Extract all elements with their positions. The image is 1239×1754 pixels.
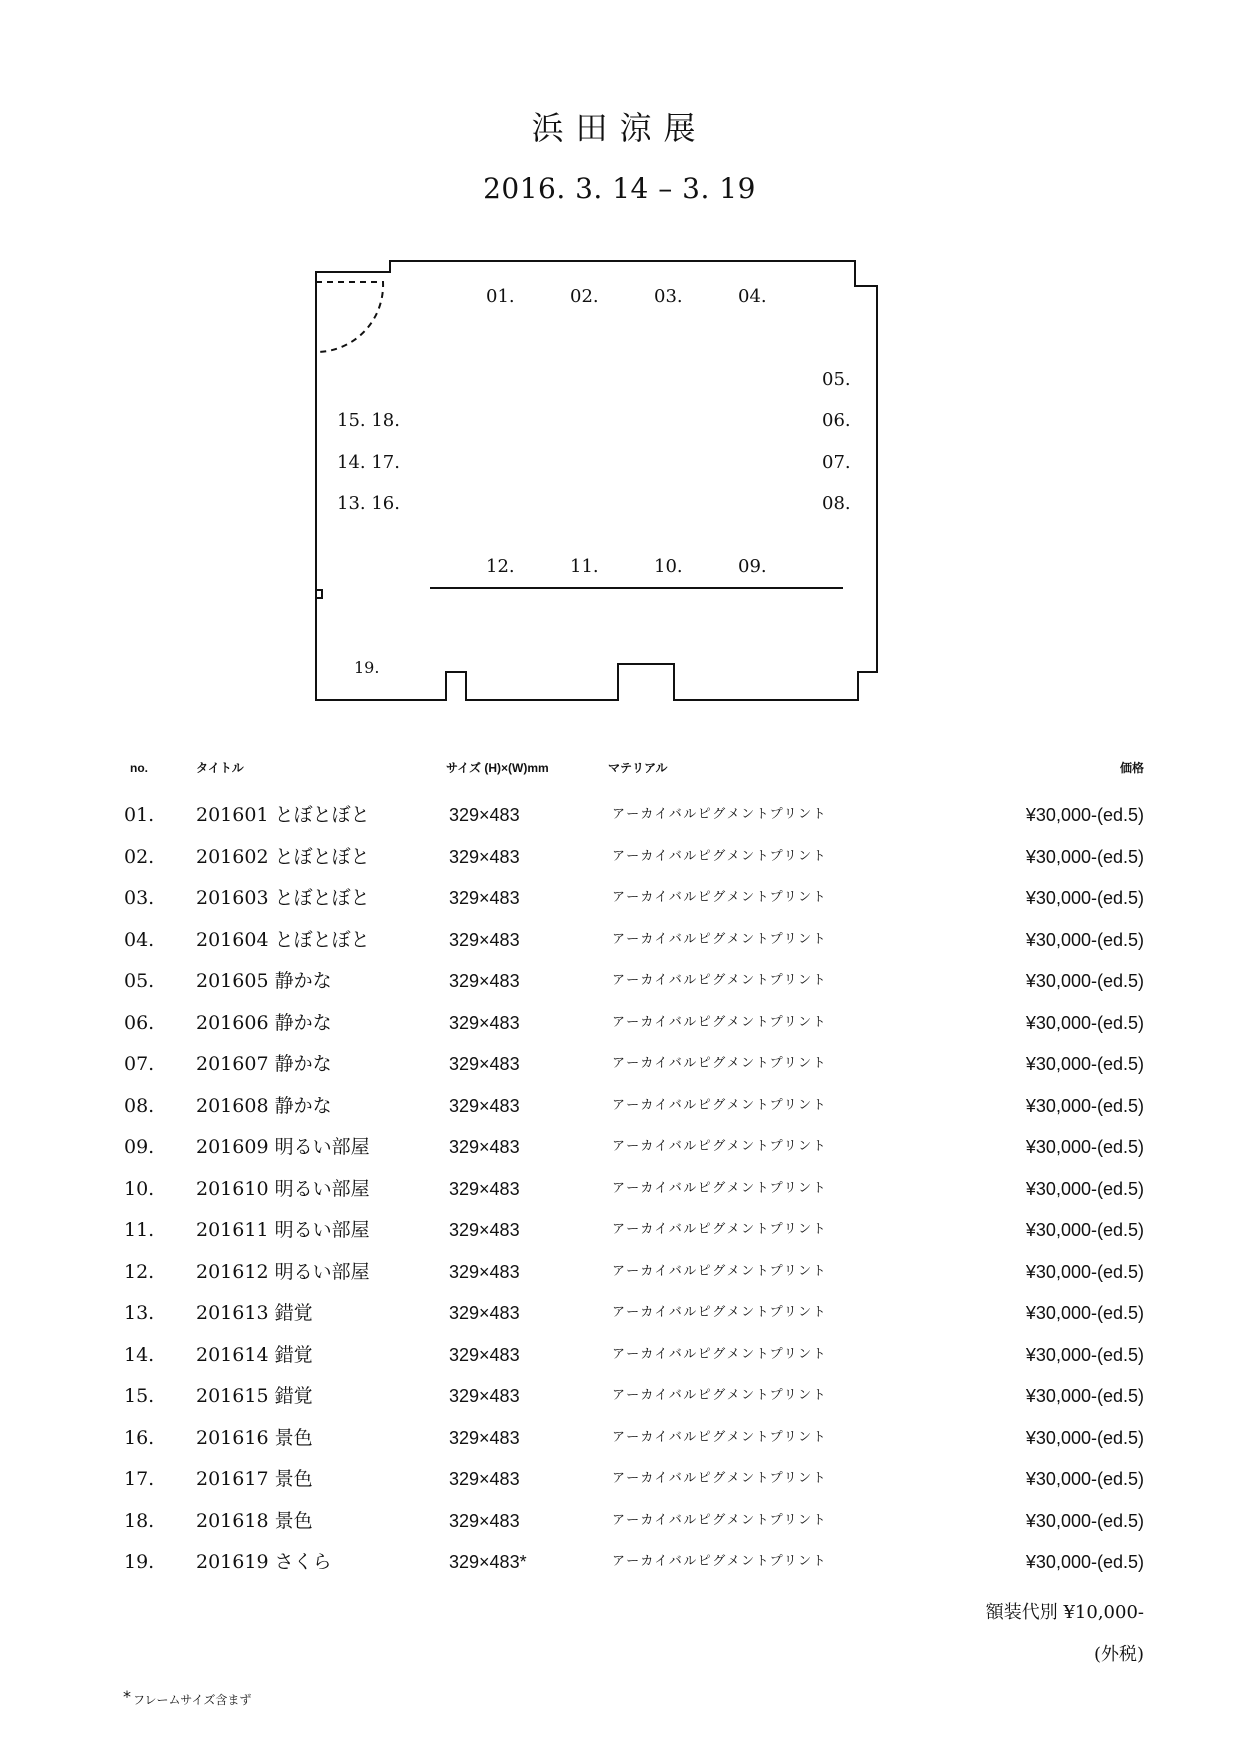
row-size: 329×483 bbox=[449, 1427, 520, 1448]
plan-label-02: 02. bbox=[570, 286, 599, 307]
row-material: アーカイバルピグメントプリント bbox=[612, 931, 828, 947]
table-row bbox=[0, 1008, 1239, 1038]
row-price: ¥30,000-(ed.5) bbox=[1025, 1386, 1144, 1406]
row-title: 201616 景色 bbox=[196, 1426, 313, 1449]
row-no: 09. bbox=[124, 1136, 155, 1158]
header-size: サイズ (H)×(W)mm bbox=[446, 761, 549, 775]
row-material: アーカイバルピグメントプリント bbox=[612, 1222, 828, 1237]
table-row bbox=[0, 1381, 1239, 1411]
table-row bbox=[0, 1547, 1239, 1577]
row-material: アーカイバルピグメントプリント bbox=[612, 1139, 828, 1154]
plan-label-05: 05. bbox=[822, 369, 851, 390]
row-size: 329×483 bbox=[449, 846, 520, 867]
row-no: 11. bbox=[124, 1219, 155, 1241]
row-size: 329×483 bbox=[449, 971, 520, 991]
row-price: ¥30,000-(ed.5) bbox=[1025, 1469, 1144, 1489]
row-price: ¥30,000-(ed.5) bbox=[1025, 1095, 1144, 1116]
table-row bbox=[0, 1464, 1239, 1494]
row-material: アーカイバルピグメントプリント bbox=[612, 1388, 828, 1403]
table-row bbox=[0, 1132, 1239, 1162]
table-row bbox=[0, 800, 1239, 830]
door-swing bbox=[316, 282, 383, 352]
row-title: 201602 とぼとぼと bbox=[196, 845, 370, 868]
row-size: 329×483 bbox=[449, 929, 520, 950]
row-title: 201606 静かな bbox=[196, 1011, 332, 1034]
row-no: 19. bbox=[124, 1551, 155, 1573]
plan-label-13-16: 13. 16. bbox=[337, 493, 400, 514]
row-no: 17. bbox=[124, 1468, 155, 1490]
plan-label-15-18: 15. 18. bbox=[337, 410, 400, 431]
exhibition-dates: 2016. 3. 14 – 3. 19 bbox=[483, 172, 756, 205]
row-title: 201619 さくら bbox=[196, 1551, 332, 1573]
row-title: 201614 錯覚 bbox=[196, 1343, 313, 1366]
row-title: 201608 静かな bbox=[196, 1094, 332, 1117]
table-row bbox=[0, 966, 1239, 996]
row-title: 201604 とぼとぼと bbox=[196, 928, 370, 951]
plan-label-10: 10. bbox=[654, 556, 683, 577]
row-size: 329×483 bbox=[449, 805, 520, 825]
row-no: 07. bbox=[124, 1053, 155, 1075]
row-no: 12. bbox=[124, 1260, 155, 1283]
row-size: 329×483 bbox=[449, 1469, 520, 1489]
row-price: ¥30,000-(ed.5) bbox=[1025, 1178, 1144, 1199]
row-price: ¥30,000-(ed.5) bbox=[1025, 1303, 1144, 1323]
row-no: 10. bbox=[124, 1177, 155, 1200]
row-price: ¥30,000-(ed.5) bbox=[1025, 1012, 1144, 1033]
row-material: アーカイバルピグメントプリント bbox=[612, 973, 828, 988]
row-material: アーカイバルピグメントプリント bbox=[612, 1346, 828, 1362]
plan-label-01: 01. bbox=[486, 286, 515, 307]
row-material: アーカイバルピグメントプリント bbox=[612, 807, 828, 822]
exhibition-title: 浜田涼展 bbox=[531, 109, 708, 147]
row-no: 18. bbox=[124, 1509, 155, 1532]
row-no: 02. bbox=[124, 845, 155, 868]
table-row bbox=[0, 925, 1239, 955]
row-material: アーカイバルピグメントプリント bbox=[612, 1180, 828, 1196]
row-size: 329×483 bbox=[449, 1220, 520, 1240]
header-material: マテリアル bbox=[608, 761, 668, 775]
row-material: アーカイバルピグメントプリント bbox=[612, 848, 828, 864]
row-no: 14. bbox=[124, 1343, 155, 1366]
row-no: 04. bbox=[124, 928, 155, 951]
row-material: アーカイバルピグメントプリント bbox=[612, 1429, 828, 1445]
table-row bbox=[0, 1298, 1239, 1328]
frame-price-note: 額装代別 ¥10,000- bbox=[985, 1602, 1144, 1623]
row-price: ¥30,000-(ed.5) bbox=[1025, 846, 1144, 867]
row-price: ¥30,000-(ed.5) bbox=[1025, 1054, 1144, 1074]
table-row bbox=[0, 1215, 1239, 1245]
plan-label-09: 09. bbox=[738, 556, 767, 577]
row-size: 329×483 bbox=[449, 1178, 520, 1199]
row-no: 15. bbox=[124, 1385, 155, 1407]
row-price: ¥30,000-(ed.5) bbox=[1025, 805, 1144, 825]
row-material: アーカイバルピグメントプリント bbox=[612, 1471, 828, 1486]
row-material: アーカイバルピグメントプリント bbox=[612, 1554, 828, 1569]
floor-plan bbox=[0, 0, 1239, 720]
table-row bbox=[0, 1174, 1239, 1204]
row-title: 201607 静かな bbox=[196, 1053, 332, 1075]
row-material: アーカイバルピグメントプリント bbox=[612, 890, 828, 905]
row-price: ¥30,000-(ed.5) bbox=[1025, 1427, 1144, 1448]
table-row bbox=[0, 1506, 1239, 1536]
plan-label-07: 07. bbox=[822, 452, 851, 473]
table-row bbox=[0, 1423, 1239, 1453]
row-price: ¥30,000-(ed.5) bbox=[1025, 1344, 1144, 1365]
header-price: 価格 bbox=[1119, 761, 1144, 775]
plan-label-03: 03. bbox=[654, 286, 683, 307]
plan-label-12: 12. bbox=[486, 556, 515, 577]
plan-label-14-17: 14. 17. bbox=[337, 452, 400, 473]
row-size: 329×483 bbox=[449, 1386, 520, 1406]
row-no: 16. bbox=[124, 1426, 155, 1449]
row-size: 329×483 bbox=[449, 888, 520, 908]
plan-label-06: 06. bbox=[822, 410, 851, 431]
row-size: 329×483 bbox=[449, 1344, 520, 1365]
row-title: 201603 とぼとぼと bbox=[196, 887, 370, 909]
row-size: 329×483* bbox=[449, 1552, 527, 1572]
row-no: 05. bbox=[124, 970, 155, 992]
row-no: 08. bbox=[124, 1094, 155, 1117]
row-title: 201618 景色 bbox=[196, 1509, 313, 1532]
row-no: 03. bbox=[124, 887, 155, 909]
row-size: 329×483 bbox=[449, 1510, 520, 1531]
row-price: ¥30,000-(ed.5) bbox=[1025, 1510, 1144, 1531]
plan-label-08: 08. bbox=[822, 493, 851, 514]
row-price: ¥30,000-(ed.5) bbox=[1025, 971, 1144, 991]
row-title: 201615 錯覚 bbox=[196, 1385, 313, 1407]
row-price: ¥30,000-(ed.5) bbox=[1025, 1137, 1144, 1157]
row-price: ¥30,000-(ed.5) bbox=[1025, 929, 1144, 950]
row-price: ¥30,000-(ed.5) bbox=[1025, 1261, 1144, 1282]
row-size: 329×483 bbox=[449, 1054, 520, 1074]
row-title: 201611 明るい部屋 bbox=[196, 1219, 370, 1241]
row-title: 201617 景色 bbox=[196, 1468, 313, 1490]
table-row bbox=[0, 1257, 1239, 1287]
table-row bbox=[0, 1340, 1239, 1370]
footnote-text: フレームサイズ含まず bbox=[133, 1693, 252, 1707]
row-price: ¥30,000-(ed.5) bbox=[1025, 1552, 1144, 1572]
row-size: 329×483 bbox=[449, 1261, 520, 1282]
row-material: アーカイバルピグメントプリント bbox=[612, 1014, 828, 1030]
gallery-wall-outline bbox=[316, 261, 877, 700]
row-material: アーカイバルピグメントプリント bbox=[612, 1305, 828, 1320]
tax-note: (外税) bbox=[1093, 1644, 1144, 1665]
footnote bbox=[123, 1688, 251, 1709]
row-material: アーカイバルピグメントプリント bbox=[612, 1097, 828, 1113]
table-row bbox=[0, 883, 1239, 913]
row-no: 06. bbox=[124, 1011, 155, 1034]
row-material: アーカイバルピグメントプリント bbox=[612, 1056, 828, 1071]
row-title: 201605 静かな bbox=[196, 970, 332, 992]
row-no: 01. bbox=[124, 804, 155, 826]
row-size: 329×483 bbox=[449, 1303, 520, 1323]
row-price: ¥30,000-(ed.5) bbox=[1025, 1220, 1144, 1240]
row-title: 201613 錯覚 bbox=[196, 1302, 313, 1324]
row-title: 201601 とぼとぼと bbox=[196, 804, 370, 826]
row-price: ¥30,000-(ed.5) bbox=[1025, 888, 1144, 908]
row-title: 201609 明るい部屋 bbox=[196, 1136, 370, 1158]
row-size: 329×483 bbox=[449, 1012, 520, 1033]
row-size: 329×483 bbox=[449, 1095, 520, 1116]
row-title: 201612 明るい部屋 bbox=[196, 1260, 370, 1283]
table-row bbox=[0, 1049, 1239, 1079]
table-row bbox=[0, 1091, 1239, 1121]
row-material: アーカイバルピグメントプリント bbox=[612, 1263, 828, 1279]
table-row bbox=[0, 842, 1239, 872]
row-material: アーカイバルピグメントプリント bbox=[612, 1512, 828, 1528]
row-title: 201610 明るい部屋 bbox=[196, 1177, 370, 1200]
row-size: 329×483 bbox=[449, 1137, 520, 1157]
plan-label-19: 19. bbox=[354, 658, 380, 677]
row-no: 13. bbox=[124, 1302, 155, 1324]
plan-label-04: 04. bbox=[738, 286, 767, 307]
header-no: no. bbox=[130, 761, 148, 775]
plan-label-11: 11. bbox=[570, 556, 599, 577]
footnote-mark: * bbox=[123, 1687, 131, 1706]
header-title: タイトル bbox=[196, 761, 244, 775]
